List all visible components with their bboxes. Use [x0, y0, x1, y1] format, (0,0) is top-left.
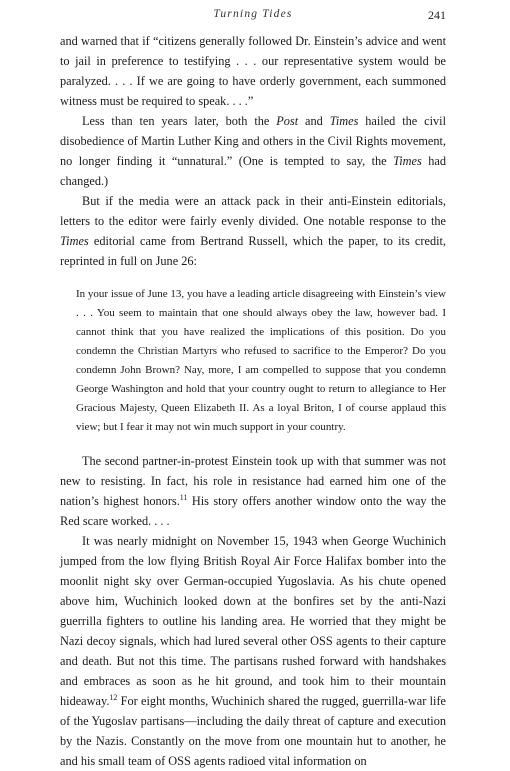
paragraph-text: For eight months, Wuchinich shared the rugged, guerrilla-war life of the Yugoslav partisans—including the daily threat of capture and execution by the Nazis. Constantly on the move from one mountain hut to another, he and his small team of OSS agents radioed vital information on: [60, 694, 446, 768]
paragraph-text: It was nearly midnight on November 15, 1943 when George Wuchinich jumped from the low flying British Royal Air Force Halifax bomber into the moonlit night sky over German-occupied Yugoslavia. As his chute opened above him, Wuchinich looked down at the bonfires set by the anti-Nazi guerrilla fighters to outline his landing area. He worried that they might be Nazi decoy signals, which had lured several other OSS agents to their capture and death. But not this time. The partisans rushed forward with handshakes and embraces as soon as he hit ground, and took him to their mountain hideaway.: [60, 534, 446, 708]
paragraph-text: The second partner-in-protest Einstein took up with that summer was not new to resisting. In fact, his role in resistance had earned him one of the nation’s highest honors.: [60, 454, 446, 508]
paragraph-text: His story offers another window onto the way the Red scare worked. . . .: [60, 494, 446, 528]
paragraph-text: had changed.): [60, 154, 446, 188]
italic-text: Post: [276, 114, 299, 128]
paragraphs-before-quote: [60, 31, 446, 271]
footnote-marker: 11: [179, 492, 188, 502]
paragraph-text: and: [298, 114, 330, 128]
paragraph-text: Less than ten years later, both the: [82, 114, 277, 128]
paragraph-p5: [60, 531, 446, 771]
block-quote: [76, 285, 446, 437]
running-head: Turning Tides: [213, 8, 293, 20]
block-quote-text: In your issue of June 13, you have a leading article disagreeing with Einstein’s view . . . You seem to maintain that one should always obey the law, however bad. I cannot think that you have realized the implications of this position. Do you condemn the Christian Martyrs who refused to sacrifice to the Emperor? Do you condemn John Brown? Nay, more, I am compelled to suppose that you condemn George Washington and hold that your country ought to return to allegiance to Her Gracious Majesty, Queen Elizabeth II. As a loyal Briton, I of course applaud this view; but I fear it may not win much support in your country.: [76, 288, 446, 433]
italic-text: Times: [60, 234, 89, 248]
italic-text: Times: [393, 154, 422, 168]
italic-text: Times: [329, 114, 359, 128]
paragraph-text: But if the media were an attack pack in their anti-Einstein editorials, letters to the editor were fairly evenly divided. One notable response to the: [60, 194, 446, 228]
paragraph-p3: [60, 191, 446, 271]
footnote-marker: 12: [109, 692, 118, 702]
page-header: [60, 8, 446, 24]
page-number: 241: [428, 8, 446, 22]
paragraph-text: hailed the civil disobedience of Martin Luther King and others in the Civil Rights movement, no longer finding it “unnatural.” (One is tempted to say, the: [60, 114, 446, 168]
paragraph-text: and warned that if “citizens generally followed Dr. Einstein’s advice and went to jail in preference to testifying . . . our representative system would be paralyzed. . . . If we are going to have orderly government, each summoned witness must be required to speak. . . .”: [60, 34, 446, 108]
paragraph-p4: [60, 451, 446, 531]
body-text: [60, 31, 446, 771]
paragraphs-after-quote: [60, 451, 446, 771]
paragraph-text: editorial came from Bertrand Russell, which the paper, to its credit, reprinted in full on June 26:: [60, 234, 446, 268]
paragraph-p2: [60, 111, 446, 191]
paragraph-p1: [60, 31, 446, 111]
